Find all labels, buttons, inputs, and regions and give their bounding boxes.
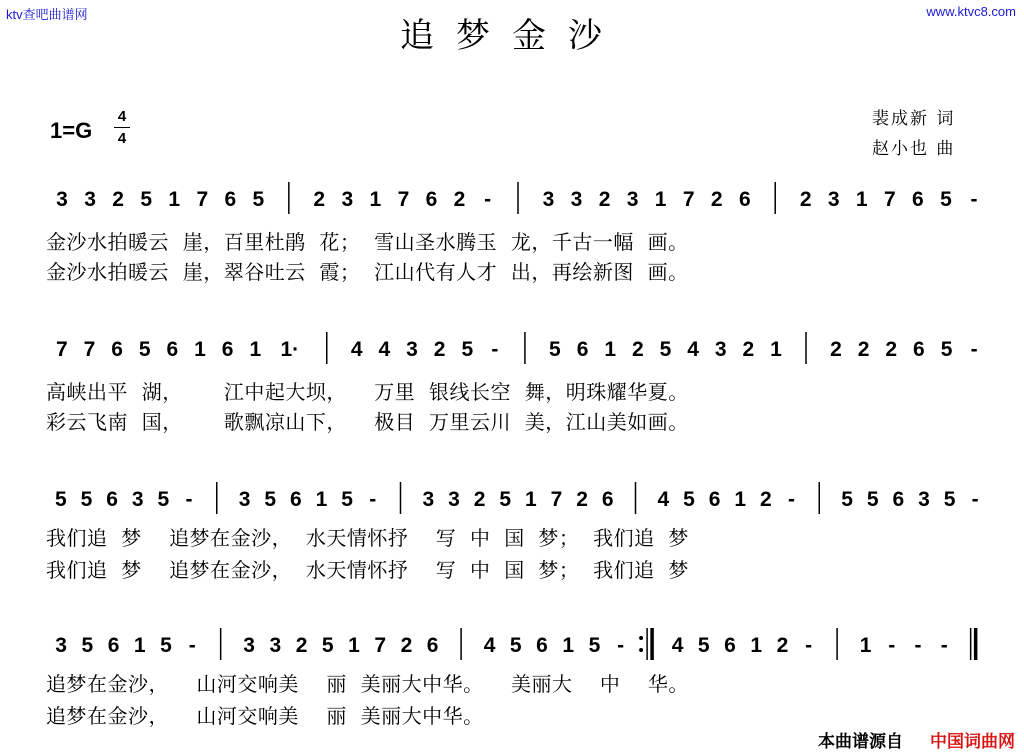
dash-note: - — [188, 634, 196, 657]
dash-note: - — [970, 338, 978, 361]
notation-line-1 — [40, 176, 990, 220]
dash-note: - — [617, 634, 625, 657]
note: 4 — [687, 338, 699, 361]
note: 5 — [499, 488, 512, 511]
note: 2 — [759, 488, 772, 511]
note: 6 — [425, 188, 438, 211]
note: 1 — [750, 634, 763, 657]
note: 7 — [196, 188, 209, 211]
note: 2 — [598, 188, 611, 211]
lyric-line-2-verse-2: 彩云飞南 国， 歌飘凉山下， 极目 万里云川 美，江山美如画。 — [46, 410, 689, 434]
note: 7 — [883, 188, 896, 211]
lyric-line-1-verse-1: 金沙水拍暖云 崖，百里杜鹃 花； 雪山圣水腾玉 龙，千古一幅 画。 — [46, 230, 689, 254]
time-signature-bottom: 4 — [114, 127, 130, 149]
lyric-line-4-verse-2: 追梦在金沙， 山河交响美 丽 美丽大中华。 — [46, 704, 484, 728]
source-site: 中国词曲网 — [930, 732, 1015, 751]
note: 3 — [269, 634, 282, 657]
time-signature-top: 4 — [117, 108, 127, 125]
notation-svg — [40, 622, 980, 666]
note: 5 — [866, 488, 879, 511]
note: 1 — [855, 188, 868, 211]
note: 6 — [289, 488, 302, 511]
note: 5 — [321, 634, 334, 657]
dash-note: - — [971, 488, 979, 511]
dash-note: - — [970, 188, 978, 211]
note: 6 — [913, 338, 925, 361]
dash-note: - — [805, 634, 813, 657]
note: 6 — [426, 634, 439, 657]
note: 2 — [857, 338, 870, 361]
note: 2 — [433, 338, 446, 361]
note: 2 — [710, 188, 723, 211]
note: 6 — [576, 338, 589, 361]
song-title: 追梦金沙 — [400, 16, 624, 56]
note: 1· — [280, 338, 300, 361]
note: 3 — [406, 338, 418, 361]
note: 5 — [264, 488, 277, 511]
note: 5 — [940, 188, 952, 211]
lyric-line-1-verse-2: 金沙水拍暖云 崖，翠谷吐云 霞； 江山代有人才 出，再绘新图 画。 — [46, 260, 689, 284]
note: 3 — [714, 338, 727, 361]
note: 5 — [252, 188, 265, 211]
note: 5 — [140, 188, 153, 211]
note: 5 — [549, 338, 561, 361]
note: 3 — [55, 634, 67, 657]
repeat-barline — [639, 628, 652, 660]
note: 6 — [221, 338, 234, 361]
note: 3 — [131, 488, 144, 511]
note: 4 — [378, 338, 391, 361]
composer-credit: 赵小也 曲 — [872, 139, 956, 159]
note: 5 — [341, 488, 353, 511]
note: 5 — [697, 634, 710, 657]
note: 7 — [682, 188, 695, 211]
note: 2 — [453, 188, 466, 211]
note: 2 — [576, 488, 588, 511]
note: 3 — [448, 488, 460, 511]
note: 1 — [315, 488, 328, 511]
note: 2 — [885, 338, 898, 361]
note: 1 — [524, 488, 537, 511]
note: 2 — [776, 634, 789, 657]
note: 1 — [194, 338, 206, 361]
note: 3 — [626, 188, 639, 211]
note: 1 — [168, 188, 181, 211]
note: 7 — [397, 188, 410, 211]
lyric-line-3-verse-1: 我们追 梦 追梦在金沙， 水天情怀抒 写 中 国 梦； 我们追 梦 — [46, 526, 689, 550]
lyricist-credit: 裴成新 词 — [872, 109, 956, 129]
lyric-line-3-verse-2: 我们追 梦 追梦在金沙， 水天情怀抒 写 中 国 梦； 我们追 梦 — [46, 558, 689, 582]
note: 5 — [588, 634, 601, 657]
notation-svg — [40, 176, 980, 220]
note: 4 — [350, 338, 363, 361]
notation-svg — [40, 476, 980, 520]
note: 6 — [536, 634, 548, 657]
final-barline — [971, 628, 976, 660]
note: 1 — [348, 634, 360, 657]
note: 5 — [659, 338, 672, 361]
time-signature — [114, 106, 130, 149]
note: 2 — [295, 634, 308, 657]
note: 3 — [238, 488, 251, 511]
note: 6 — [724, 634, 736, 657]
lyric-line-4-verse-1: 追梦在金沙， 山河交响美 丽 美丽大中华。 美丽大 中 华。 — [46, 672, 689, 696]
note: 1 — [859, 634, 872, 657]
notation-line-4 — [40, 622, 990, 666]
source-label: 本曲谱源自 — [818, 732, 903, 751]
note: 5 — [138, 338, 151, 361]
watermark-right: www.ktvc8.com — [926, 4, 1016, 19]
note: 3 — [84, 188, 96, 211]
lyric-line-2-verse-1: 高峡出平 湖， 江中起大坝， 万里 银线长空 舞，明珠耀华夏。 — [46, 380, 689, 404]
note: 1 — [604, 338, 617, 361]
key-signature: 1=G — [50, 118, 93, 143]
note: 4 — [483, 634, 496, 657]
dash-note: - — [484, 188, 492, 211]
note: 2 — [112, 188, 124, 211]
note: 7 — [550, 488, 563, 511]
notation-svg — [40, 326, 980, 370]
note: 1 — [734, 488, 747, 511]
note: 1 — [369, 188, 382, 211]
note: 1 — [562, 634, 575, 657]
note: 3 — [341, 188, 354, 211]
note: 5 — [940, 338, 953, 361]
note: 7 — [83, 338, 96, 361]
note: 5 — [54, 488, 67, 511]
note: 1 — [133, 634, 146, 657]
note: 3 — [422, 488, 435, 511]
note: 3 — [827, 188, 840, 211]
note: 6 — [111, 338, 123, 361]
dash-note: - — [369, 488, 377, 511]
note: 1 — [654, 188, 667, 211]
note: 6 — [601, 488, 614, 511]
dash-note: - — [491, 338, 499, 361]
note: 2 — [799, 188, 812, 211]
note: 2 — [473, 488, 486, 511]
note: 6 — [708, 488, 721, 511]
note: 3 — [243, 634, 255, 657]
note: 2 — [400, 634, 413, 657]
note: 6 — [892, 488, 905, 511]
note: 7 — [374, 634, 387, 657]
notation-line-2 — [40, 326, 990, 370]
note: 4 — [657, 488, 670, 511]
note: 2 — [830, 338, 842, 361]
dash-note: - — [940, 634, 948, 657]
note: 3 — [542, 188, 555, 211]
note: 5 — [943, 488, 956, 511]
note: 5 — [81, 634, 94, 657]
note: 6 — [224, 188, 237, 211]
note: 5 — [461, 338, 474, 361]
note: 6 — [107, 634, 120, 657]
note: 2 — [631, 338, 644, 361]
dash-note: - — [185, 488, 193, 511]
note: 5 — [160, 634, 172, 657]
watermark-left: ktv查吧曲谱网 — [6, 7, 88, 22]
dash-note: - — [787, 488, 795, 511]
note: 5 — [683, 488, 695, 511]
note: 3 — [918, 488, 930, 511]
note: 1 — [249, 338, 262, 361]
dash-note: - — [888, 634, 896, 657]
note: 5 — [157, 488, 170, 511]
note: 3 — [56, 188, 68, 211]
note: 2 — [313, 188, 326, 211]
note: 6 — [912, 188, 924, 211]
note: 5 — [509, 634, 522, 657]
note: 5 — [80, 488, 93, 511]
note: 6 — [166, 338, 179, 361]
dash-note: - — [914, 634, 922, 657]
note: 5 — [841, 488, 853, 511]
notation-line-3 — [40, 476, 990, 520]
note: 3 — [570, 188, 583, 211]
note: 7 — [55, 338, 68, 361]
note: 6 — [738, 188, 751, 211]
note: 6 — [106, 488, 118, 511]
note: 4 — [671, 634, 684, 657]
note: 2 — [742, 338, 755, 361]
note: 1 — [770, 338, 782, 361]
